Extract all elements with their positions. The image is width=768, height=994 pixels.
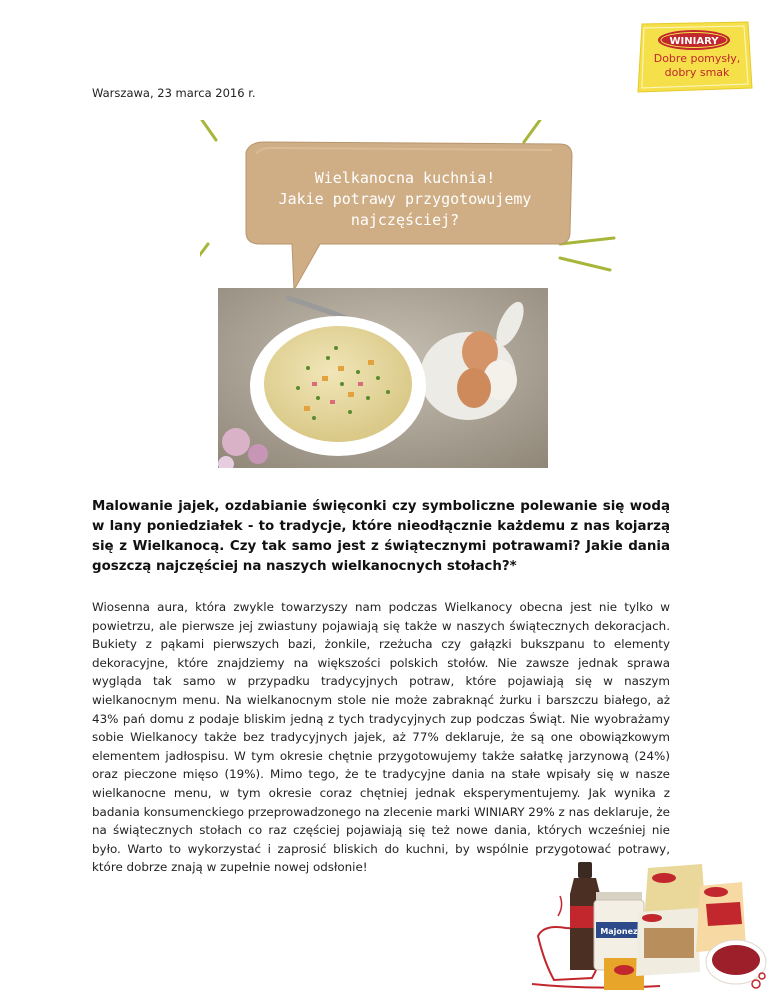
sparkle-stroke-3 [524,120,540,142]
borscht-bowl [712,945,760,975]
egg-brown-2 [457,368,491,408]
logo-wordmark: WINIARY [669,36,719,47]
salad-photo [218,288,548,468]
headline [244,168,566,231]
product-collage [530,858,768,994]
mayo-label: Majonez [600,927,638,936]
logo-slogan [642,52,752,80]
slogan-line-1: Dobre pomysły, [653,52,741,65]
product-collage-art [530,858,768,994]
sparkle-stroke-5 [560,258,610,270]
headline-line-3: najczęściej? [350,211,460,229]
dateline: Warszawa, 23 marca 2016 r. [92,86,256,100]
brand-logo [624,18,764,98]
lead-paragraph: Malowanie jajek, ozdabianie święconki czy symboliczne polewanie się wodą w lany poniedziałek - to tradycje, które nieodłącznie każdemu z nas kojarzą się z Wielkanocą. Czy tak samo jest z świątecznymi potrawami? Jakie dania goszczą najczęściej na naszych wielkanocnych stołach?* [92,499,670,574]
body-paragraph: Wiosenna aura, która zwykle towarzyszy nam podczas Wielkanocy obecna jest nie tylko w powietrzu, ale pierwsze jej zwiastuny pojawiają się także w naszych świątecznych dekoracjach. Bukiety z pąkami pierwszych bazi, żonkile, rzeżucha czy gałązki bukszpanu to elementy dekoracyjne, które znajdziemy na większości polskich stołów. Nie zawsze jednak sprawa wygląda tak samo w przypadku tradycyjnych potraw, które pojawiają się w naszym wielkanocnym menu. Na wielkanocnym stole nie może zabraknąć żurku i barszczu białego, aż 43% pań domu z podaje bliskim jedną z tych tradycyjnych zup podczas Świąt. Nie wyobrażamy sobie Wielkanocy także bez tradycyjnych jajek, aż 77% deklaruje, że są one obowiązkowym elementem jadłospisu. W tym okresie chętnie przygotowujemy także sałatkę jarzynową (24%) oraz pieczone mięso (19%). Mimo tego, że te tradycyjne dania na stałe wpisały się w nasze wielkanocne menu, w tym okresie coraz chętniej jednak eksperymentujemy. Jak wynika z badania konsumenckiego przeprowadzonego na zlecenie marki WINIARY 29% z nas deklaruje, że na świątecznych stołach co raz częściej pojawiają się też nowe dania, których wcześniej nie było. Warto to wykorzystać i zaprosić bliskich do kuchni, by wspólnie przygotować potrawy, które dobrze znają w zupełnie nowej odsłonie! [92,600,670,875]
headline-line-2: Jakie potrawy przygotowujemy [278,190,532,208]
headline-line-1: Wielkanocna kuchnia! [314,169,496,187]
sparkle-stroke-1 [202,120,216,140]
slogan-line-2: dobry smak [664,66,730,79]
sparkle-stroke-2 [200,244,208,260]
